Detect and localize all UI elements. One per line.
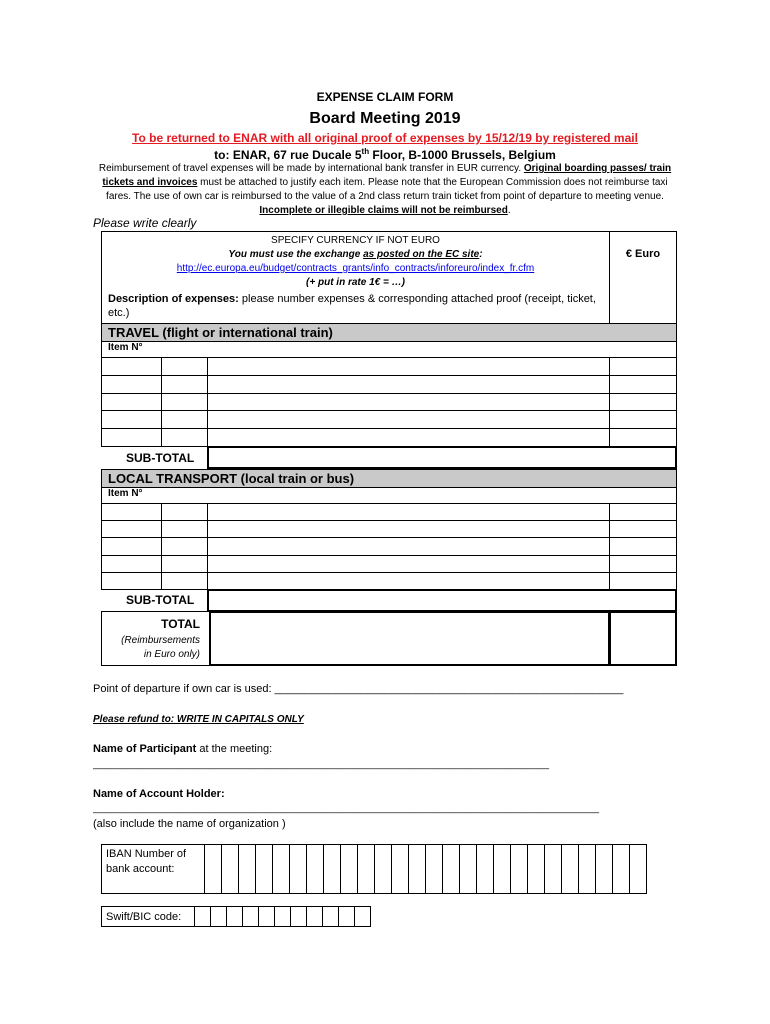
travel-section-header <box>101 323 677 342</box>
iban-digit-box[interactable] <box>222 845 239 894</box>
local-item-no: Item N° <box>108 488 143 499</box>
total-note <box>121 634 200 662</box>
travel-title: TRAVEL (flight or international train) <box>108 325 333 340</box>
travel-row-1-sub-item[interactable] <box>161 357 208 376</box>
reimb-bold-1: Original boarding passes/ train tickets and invoices <box>102 163 672 188</box>
total-euro-field[interactable] <box>609 611 677 666</box>
reimb-bold-2: Incomplete or illegible claims will not be reimbursed <box>259 205 508 216</box>
travel-row-1-amount[interactable] <box>609 357 677 376</box>
departure-row <box>93 683 623 695</box>
inforeuro-link[interactable]: http://ec.europa.eu/budget/contracts_grants/info_contracts/inforeuro/index_fr.cfm <box>176 263 535 274</box>
travel-row-4-amount[interactable] <box>609 410 677 429</box>
description-label: Description of expenses: <box>108 293 239 305</box>
local-row-4-sub-item[interactable] <box>161 555 208 573</box>
total-note-2: in Euro only) <box>143 649 200 660</box>
iban-digit-box[interactable] <box>256 845 273 894</box>
iban-digit-box[interactable] <box>562 845 579 894</box>
specify-currency: SPECIFY CURRENCY IF NOT EURO <box>271 235 440 246</box>
iban-digit-box[interactable] <box>528 845 545 894</box>
iban-box <box>101 844 647 894</box>
swift-char-box[interactable] <box>323 907 339 927</box>
swift-char-box[interactable] <box>339 907 355 927</box>
travel-row-5-sub-item[interactable] <box>161 428 208 447</box>
iban-digit-box[interactable] <box>409 845 426 894</box>
travel-row-5-description[interactable] <box>207 428 610 447</box>
local-row-5-amount[interactable] <box>609 572 677 590</box>
travel-row-4-item-number[interactable] <box>101 410 162 429</box>
participant-field[interactable]: __________________________________________________________________________________ <box>93 759 550 770</box>
iban-table <box>101 844 647 894</box>
swift-char-box[interactable] <box>307 907 323 927</box>
departure-field[interactable]: _________________________________________________________ <box>274 683 624 695</box>
iban-digit-box[interactable] <box>613 845 630 894</box>
local-section-header <box>101 469 677 488</box>
local-item-header <box>101 487 677 504</box>
swift-box <box>101 906 371 927</box>
organization-note: (also include the name of organization ) <box>93 818 286 830</box>
reimb-text-1: Reimbursement of travel expenses will be made by international bank transfer in EUR currency. <box>98 163 524 174</box>
participant-suffix: at the meeting: <box>196 743 273 755</box>
iban-digit-box[interactable] <box>545 845 562 894</box>
address-suffix: Floor, B-1000 Brussels, Belgium <box>369 148 556 162</box>
iban-digit-box[interactable] <box>426 845 443 894</box>
exchange-suffix: : <box>479 249 483 260</box>
participant-row <box>93 743 272 755</box>
description-text: please number expenses & corresponding attached proof (receipt, ticket, etc.) <box>108 293 596 319</box>
exchange-note <box>102 248 609 262</box>
local-row-4-description[interactable] <box>207 555 610 573</box>
departure-label: Point of departure if own car is used: <box>93 683 275 695</box>
address-line <box>0 147 770 162</box>
travel-row-1-item-number[interactable] <box>101 357 162 376</box>
travel-row-5-amount[interactable] <box>609 428 677 447</box>
iban-digit-box[interactable] <box>273 845 290 894</box>
travel-row-5-item-number[interactable] <box>101 428 162 447</box>
reimbursement-note <box>90 162 680 218</box>
description-note <box>102 292 609 320</box>
iban-digit-box[interactable] <box>477 845 494 894</box>
local-row-4-amount[interactable] <box>609 555 677 573</box>
account-holder-field[interactable]: ___________________________________________________________________________________________ <box>93 803 600 814</box>
local-row-2-amount[interactable] <box>609 520 677 538</box>
iban-digit-box[interactable] <box>341 845 358 894</box>
local-title: LOCAL TRANSPORT (local train or bus) <box>108 471 355 486</box>
iban-digit-box[interactable] <box>205 845 222 894</box>
participant-label: Name of Participant <box>93 743 197 755</box>
swift-char-box[interactable] <box>291 907 307 927</box>
currency-cell <box>609 231 677 323</box>
exchange-link-text: as posted on the EC site <box>363 249 480 260</box>
address-prefix: to: ENAR, 67 rue Ducale 5 <box>214 148 362 162</box>
currency-label: € Euro <box>625 248 661 260</box>
travel-row-3-item-number[interactable] <box>101 393 162 412</box>
local-row-1-sub-item[interactable] <box>161 503 208 521</box>
iban-digit-box[interactable] <box>494 845 511 894</box>
travel-row-3-sub-item[interactable] <box>161 393 208 412</box>
travel-row-3-description[interactable] <box>207 393 610 412</box>
travel-item-header <box>101 341 677 358</box>
iban-digit-box[interactable] <box>324 845 341 894</box>
local-row-3-item-number[interactable] <box>101 537 162 555</box>
return-notice: To be returned to ENAR with all original proof of expenses by 15/12/19 by registered mail <box>132 131 638 145</box>
form-title: EXPENSE CLAIM FORM <box>316 90 454 104</box>
travel-subtotal-label-cell <box>101 446 209 470</box>
local-row-1-item-number[interactable] <box>101 503 162 521</box>
local-row-1-description[interactable] <box>207 503 610 521</box>
local-subtotal-label-cell <box>101 588 209 612</box>
swift-char-box[interactable] <box>275 907 291 927</box>
swift-char-box[interactable] <box>243 907 259 927</box>
swift-char-box[interactable] <box>211 907 227 927</box>
iban-digit-box[interactable] <box>511 845 528 894</box>
total-field[interactable] <box>209 611 610 666</box>
swift-table <box>101 906 371 927</box>
total-note-1: (Reimbursements <box>121 635 200 646</box>
swift-char-box[interactable] <box>227 907 243 927</box>
iban-digit-box[interactable] <box>392 845 409 894</box>
local-row-3-sub-item[interactable] <box>161 537 208 555</box>
refund-label: Please refund to: WRITE IN CAPITALS ONLY <box>93 714 304 725</box>
travel-row-2-amount[interactable] <box>609 375 677 394</box>
swift-char-box[interactable] <box>259 907 275 927</box>
local-row-2-item-number[interactable] <box>101 520 162 538</box>
swift-char-box[interactable] <box>195 907 211 927</box>
iban-digit-box[interactable] <box>630 845 647 894</box>
address-sup: th <box>361 147 370 156</box>
iban-digit-box[interactable] <box>358 845 375 894</box>
swift-label: Swift/BIC code: <box>102 907 195 927</box>
iban-digit-box[interactable] <box>290 845 307 894</box>
iban-digit-box[interactable] <box>307 845 324 894</box>
local-subtotal-label: SUB-TOTAL <box>126 593 195 607</box>
iban-digit-box[interactable] <box>375 845 392 894</box>
travel-row-2-description[interactable] <box>207 375 610 394</box>
meeting-title: Board Meeting 2019 <box>309 110 461 127</box>
reimb-text-2: must be attached to justify each item. Please note that the European Commission does not reimburse taxi fares. The use of own car is reimbursed to the value of a 2nd class return train ticket from point of departure to meeting venue. <box>106 177 668 202</box>
account-holder-label: Name of Account Holder: <box>93 788 225 800</box>
local-row-5-description[interactable] <box>207 572 610 590</box>
local-row-3-amount[interactable] <box>609 537 677 555</box>
travel-subtotal-label: SUB-TOTAL <box>126 451 195 465</box>
local-row-2-description[interactable] <box>207 520 610 538</box>
iban-digit-box[interactable] <box>579 845 596 894</box>
travel-item-no: Item N° <box>108 342 143 353</box>
local-subtotal-field[interactable] <box>207 589 677 612</box>
local-row-1-amount[interactable] <box>609 503 677 521</box>
exchange-prefix: You must use the exchange <box>228 249 364 260</box>
travel-row-2-item-number[interactable] <box>101 375 162 394</box>
currency-instructions-cell <box>101 231 610 323</box>
total-label-cell <box>101 611 211 666</box>
travel-subtotal-field[interactable] <box>207 446 677 469</box>
iban-digit-box[interactable] <box>596 845 613 894</box>
iban-digit-box[interactable] <box>460 845 477 894</box>
local-row-2-sub-item[interactable] <box>161 520 208 538</box>
travel-row-4-sub-item[interactable] <box>161 410 208 429</box>
iban-label: IBAN Number of bank account: <box>102 845 205 894</box>
travel-row-1-description[interactable] <box>207 357 610 376</box>
local-row-3-description[interactable] <box>207 537 610 555</box>
write-clearly-note: Please write clearly <box>93 216 197 230</box>
iban-digit-box[interactable] <box>239 845 256 894</box>
rate-note: (+ put in rate 1€ = …) <box>306 277 405 288</box>
swift-char-box[interactable] <box>355 907 371 927</box>
iban-digit-box[interactable] <box>443 845 460 894</box>
local-row-4-item-number[interactable] <box>101 555 162 573</box>
travel-row-2-sub-item[interactable] <box>161 375 208 394</box>
reimb-end: . <box>507 205 511 216</box>
total-label: TOTAL <box>161 617 200 631</box>
travel-row-4-description[interactable] <box>207 410 610 429</box>
travel-row-3-amount[interactable] <box>609 393 677 412</box>
